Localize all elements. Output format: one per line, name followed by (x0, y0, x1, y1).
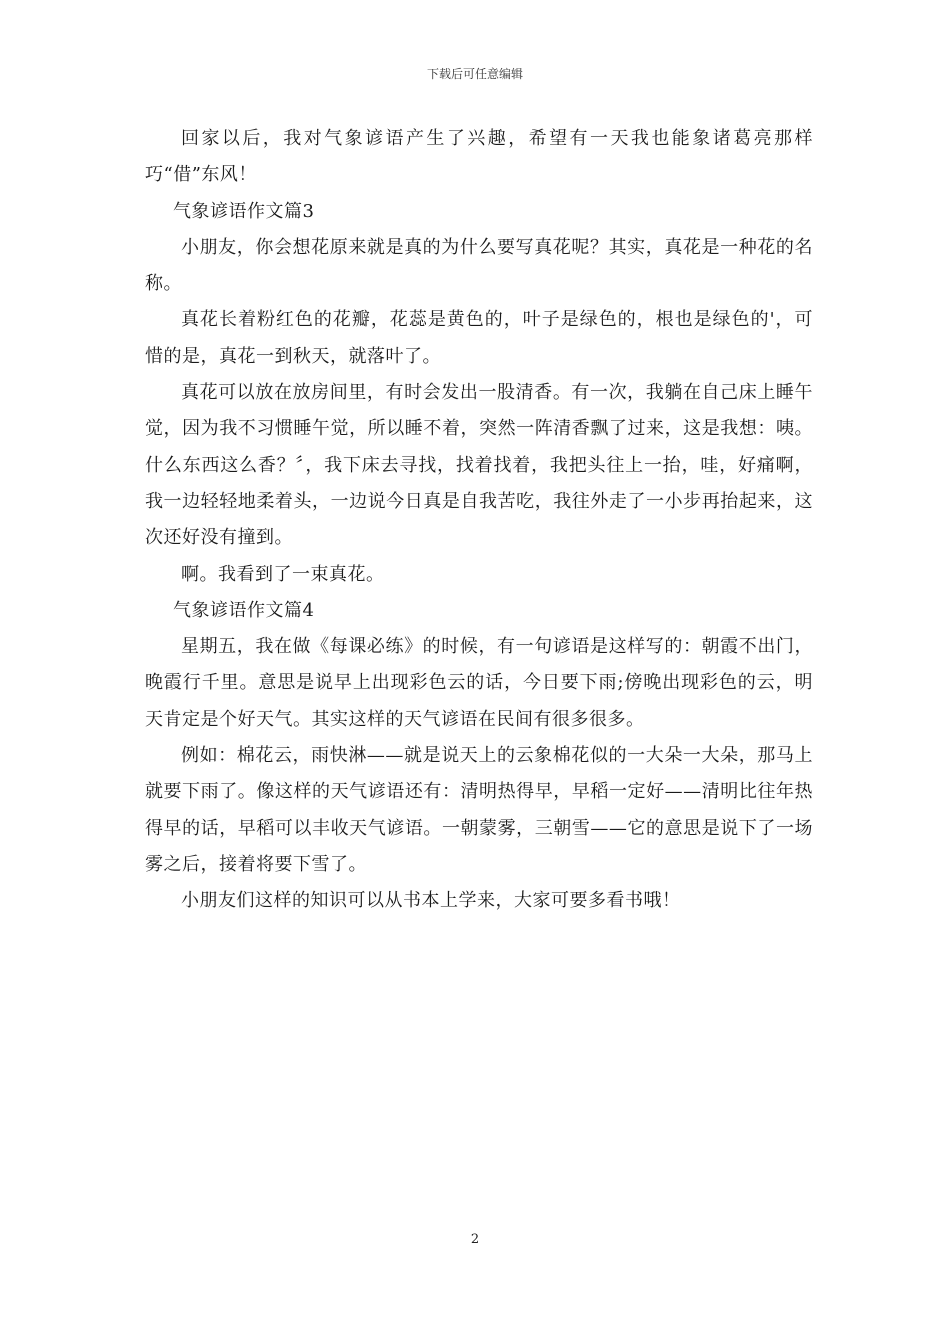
page-number: 2 (470, 1232, 480, 1247)
page-header: 下载后可任意编辑 (426, 67, 523, 81)
body-paragraph: 真花可以放在放房间里，有时会发出一股清香。有一次，我躺在自己床上睡午觉，因为我不习惯睡午觉，所以睡不着，突然一阵清香飘了过来，这是我想：咦。什么东西这么香？〞，我下床去寻找，找着找着，我把头往上一抬，哇，好痛啊，我一边轻轻地柔着头，一边说今日真是自我苦吃，我往外走了一小步再抬起来，这次还好没有撞到。 (145, 382, 813, 549)
section-heading: 气象谚语作文篇3 (173, 200, 315, 222)
body-paragraph: 回家以后，我对气象谚语产生了兴趣，希望有一天我也能象诸葛亮那样巧“借”东风！ (145, 128, 813, 186)
document-body (145, 121, 813, 920)
section-heading: 气象谚语作文篇4 (173, 599, 315, 621)
body-paragraph: 星期五，我在做《每课必练》的时候，有一句谚语是这样写的：朝霞不出门，晚霞行千里。意思是说早上出现彩色云的话，今日要下雨;傍晚出现彩色的云，明天肯定是个好天气。其实这样的天气谚语在民间有很多很多。 (145, 636, 813, 730)
body-paragraph: 小朋友，你会想花原来就是真的为什么要写真花呢？其实，真花是一种花的名称。 (145, 236, 813, 295)
body-paragraph: 啊。我看到了一束真花。 (181, 563, 385, 585)
body-paragraph: 真花长着粉红色的花瓣，花蕊是黄色的，叶子是绿色的，根也是绿色的'，可惜的是，真花一到秋天，就落叶了。 (145, 309, 813, 367)
body-paragraph: 例如：棉花云，雨快淋——就是说天上的云象棉花似的一大朵一大朵，那马上就要下雨了。像这样的天气谚语还有：清明热得早，早稻一定好——清明比往年热得早的话，早稻可以丰收天气谚语。一朝蒙雾，三朝雪——它的意思是说下了一场雾之后，接着将要下雪了。 (145, 745, 813, 875)
body-paragraph: 小朋友们这样的知识可以从书本上学来，大家可要多看书哦！ (181, 890, 681, 912)
